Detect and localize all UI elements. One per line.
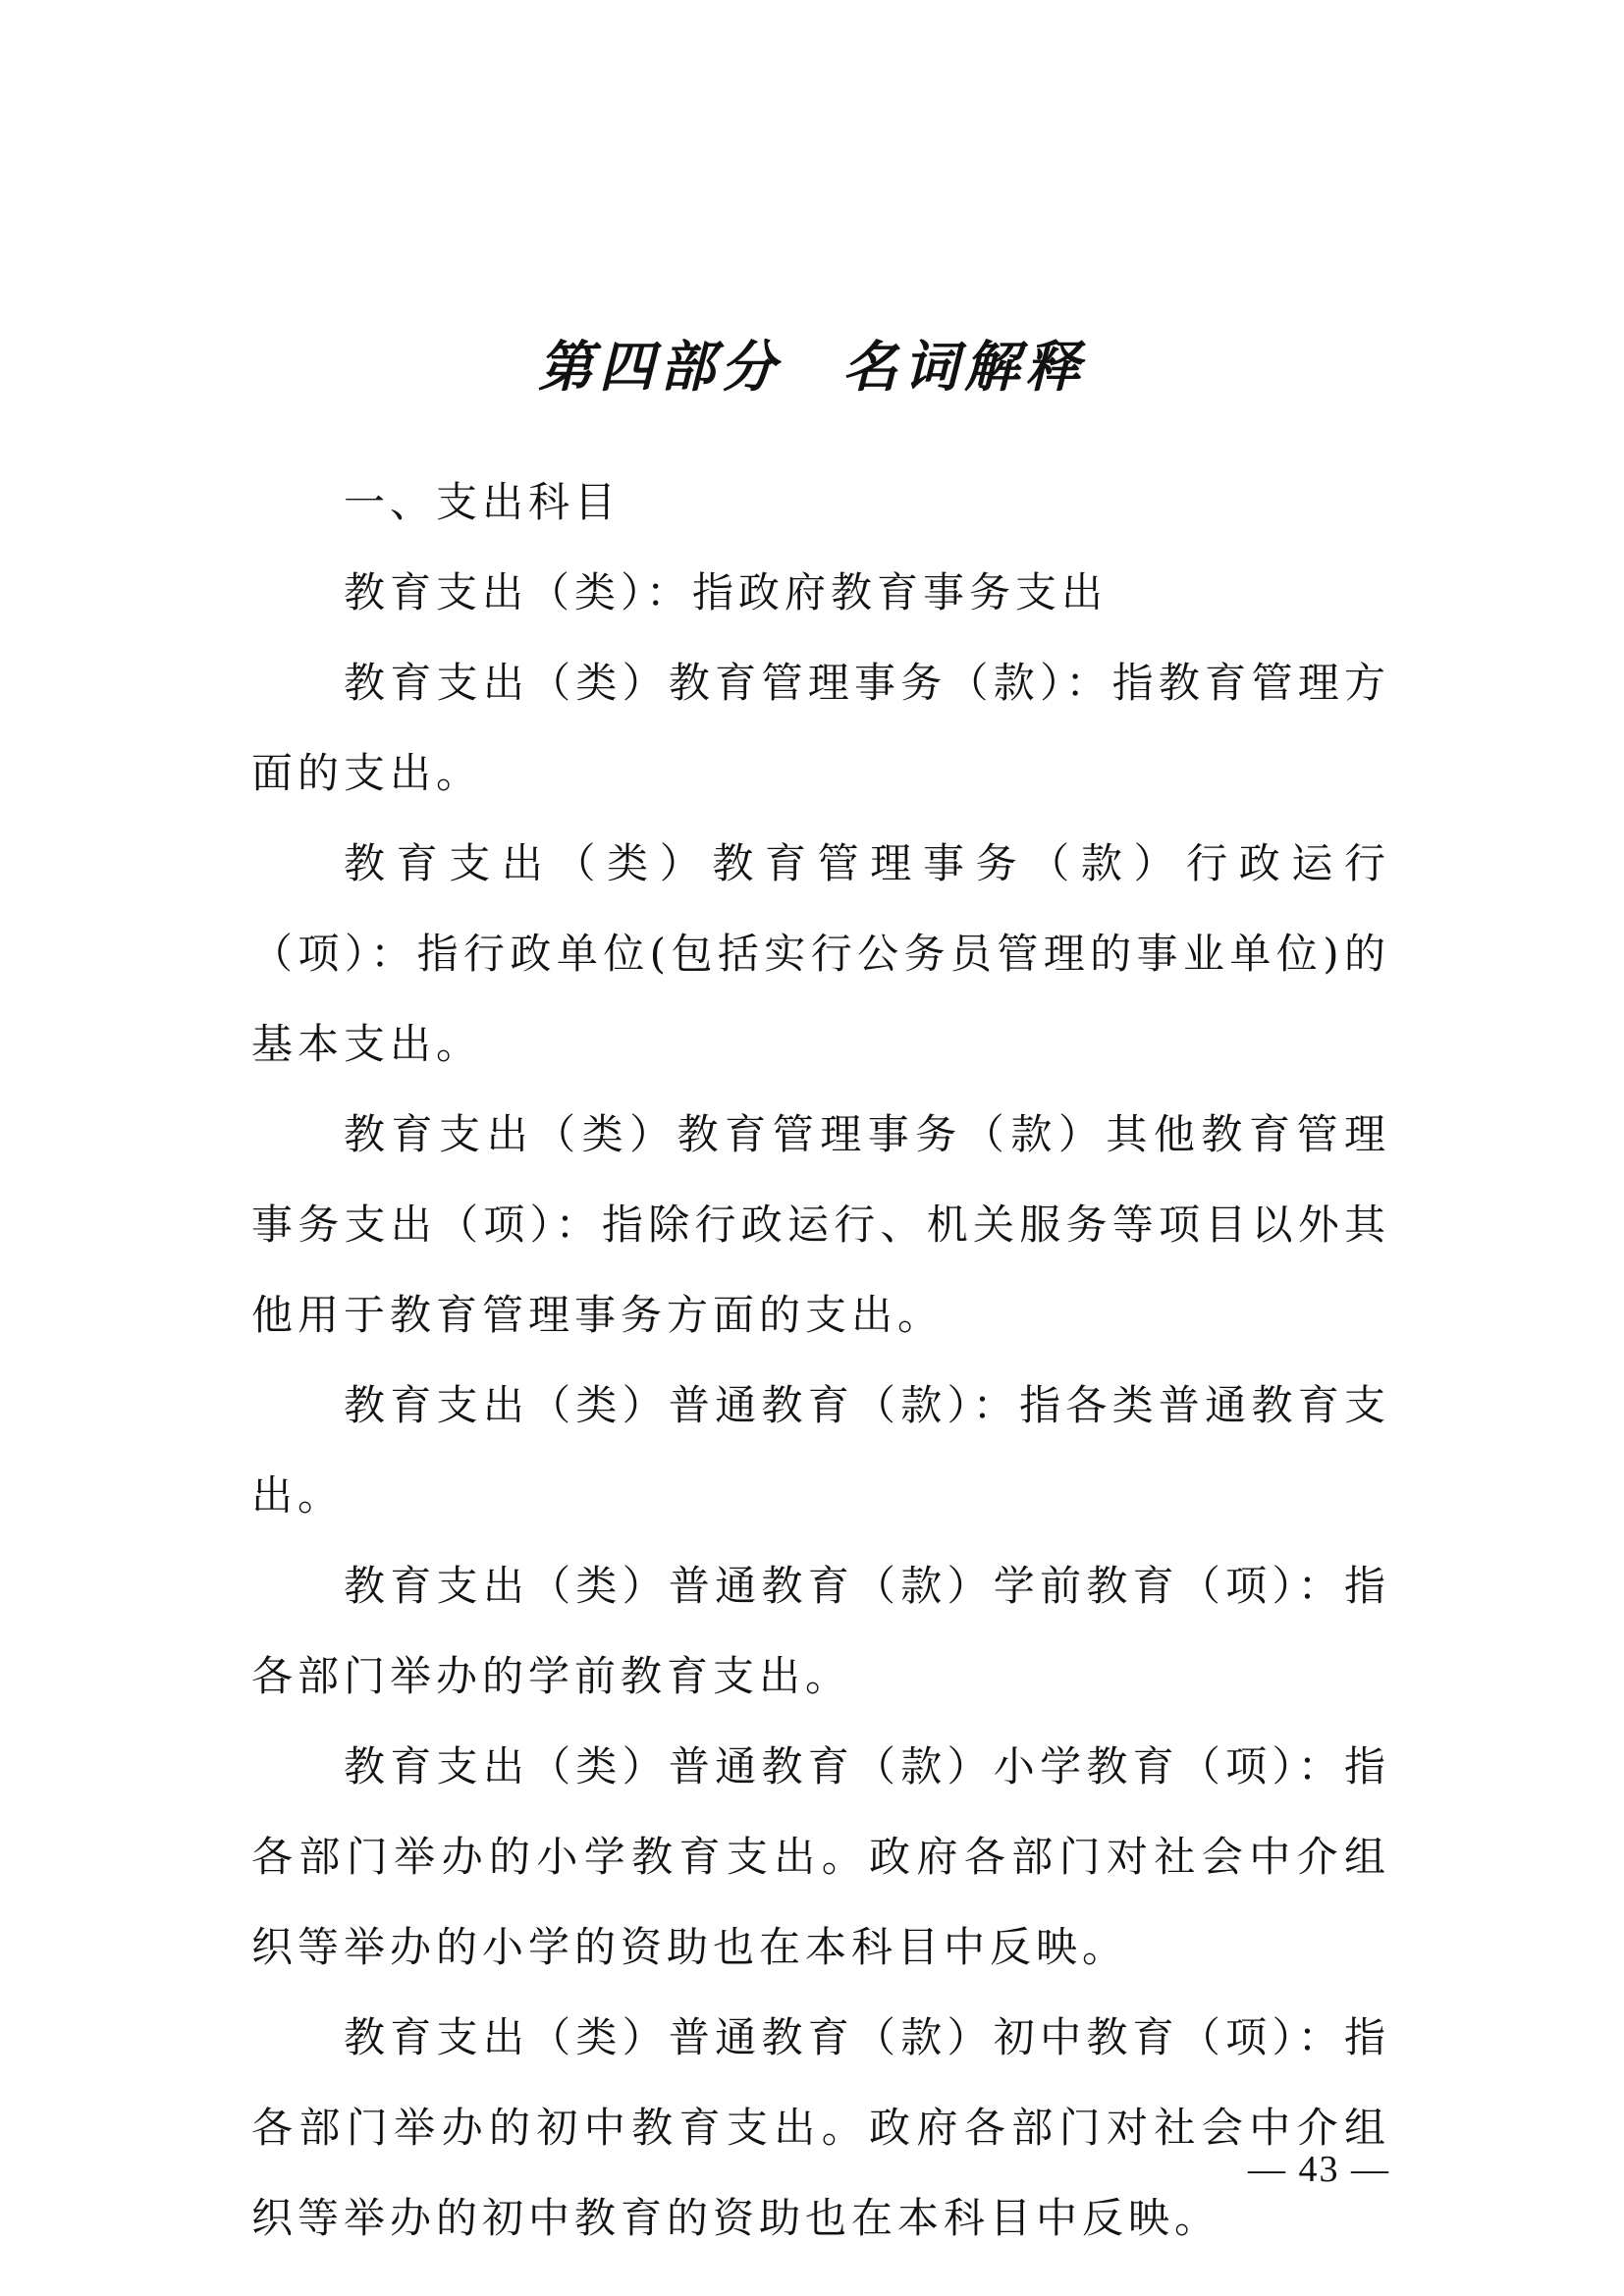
paragraph-preschool-education: 教育支出（类）普通教育（款）学前教育（项）：指各部门举办的学前教育支出。	[251, 1562, 1390, 1700]
paragraph-junior-middle-education: 教育支出（类）普通教育（款）初中教育（项）：指各部门举办的初中教育支出。政府各部门对社会中介组织等举办的初中教育的资助也在本科目中反映。	[251, 2013, 1390, 2242]
paragraph-education-management: 教育支出（类）教育管理事务（款）：指教育管理方面的支出。	[251, 659, 1390, 797]
paragraph-other-management: 教育支出（类）教育管理事务（款）其他教育管理事务支出（项）：指除行政运行、机关服务等项目以外其他用于教育管理事务方面的支出。	[251, 1110, 1390, 1339]
paragraph-general-education: 教育支出（类）普通教育（款）：指各类普通教育支出。	[251, 1381, 1390, 1520]
page-title: 第四部分 名词解释	[538, 334, 1086, 400]
paragraph-administrative-operation: 教育支出（类）教育管理事务（款）行政运行（项）：指行政单位(包括实行公务员管理的事业单位)的基本支出。	[251, 839, 1390, 1068]
paragraph-education-expenditure: 教育支出（类）：指政府教育事务支出	[344, 568, 1109, 616]
section-heading: 一、支出科目	[344, 478, 622, 526]
document-body	[251, 457, 1390, 2264]
paragraph-primary-education: 教育支出（类）普通教育（款）小学教育（项）：指各部门举办的小学教育支出。政府各部门对社会中介组织等举办的小学的资助也在本科目中反映。	[251, 1742, 1390, 1971]
page-number: — 43 —	[1248, 2149, 1390, 2190]
